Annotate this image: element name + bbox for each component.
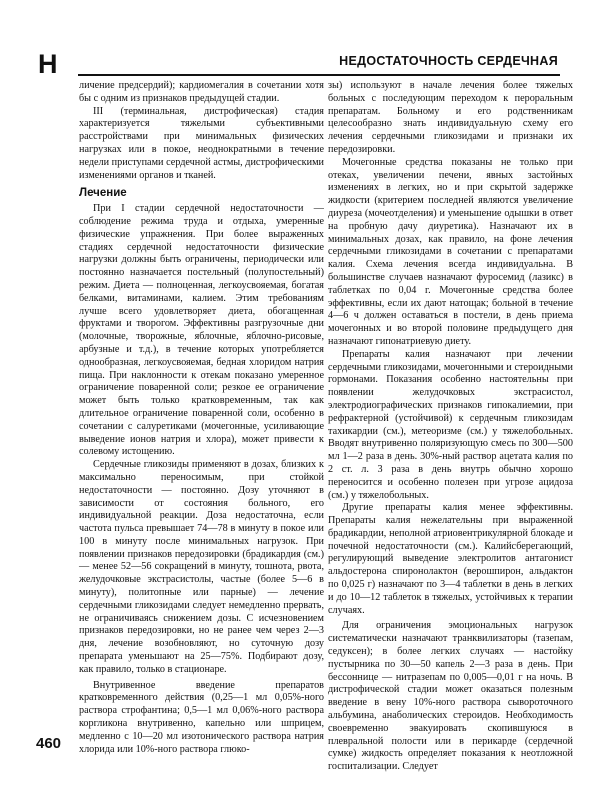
section-heading: Лечение xyxy=(79,187,127,200)
paragraph: Сердечные гликозиды применяют в дозах, близких к максимально переносимым, при стойкой недостаточности — постоянно. Дозу уточняют в зависимости от состояния больного, его индивидуальной реакции. Доза недостаточна, если частота пульса превышает 74—78 в минуту в покое или 100 в минуту после минимальных нагрузок. При появлении признаков передозировки (брадикардия (см.) — менее 52—56 сокращений в минуту, тошнота, рвота, желудочковые экстрасистолы, частые (более 5—6 в минуту), политопные или парные) — лечение сердечными гликозидами следует немедленно прервать, не ограничиваясь снижением дозы. С исчезновением признаков передозировки, но не ранее чем через 2—3 дня, лечение возобновляют, но суточную дозу препарата уменьшают на 25—75%. Подбирают дозу, как правило, только в стационаре. xyxy=(79,459,324,675)
paragraph: Для ограничения эмоциональных нагрузок систематически назначают транквилизаторы (тазепам, седуксен); в более легких случаях — настойку пустырника по 30—50 капель 2—3 раза в день. При бессоннице — нитразепам по 0,005—0,01 г на ночь. В дистрофической стадии может оказаться полезным введение в вену 10%-ного раствора сывороточного альбумина, анаболических стероидов. Необходимость своевременно эвакуировать скопившуюся в плевральной полости или в перикарде (сердечной сумке) жидкость определяет показания к неотложной госпитализации. Следует xyxy=(328,620,573,773)
paragraph: зы) используют в начале лечения более тяжелых больных с последующим переходом к пероральным препаратам. Больному и его родственникам целесообразно знать индивидуальную схему его лечения сердечными гликозидами и признаки их передозировки. xyxy=(328,80,573,155)
paragraph: Внутривенное введение препаратов кратковременного действия (0,25—1 мл 0,05%-ного раствора строфантина; 0,5—1 мл 0,06%-ного раствора коргликона внутривенно, капельно или шприцем, медленно с 10—20 мл изотонического раствора натрия хлорида или 10%-ного раствора глюко- xyxy=(79,679,324,755)
paragraph: Мочегонные средства показаны не только при отеках, увеличении печени, явных застойных изменениях в легких, но и при скрытой задержке жидкости (критерием последней являются увеличение диуреза (мочеотделения) и уменьшение одышки в ответ на пробную дачу диуретика). Назначают их в минимальных дозах, как правило, на фоне лечения сердечными гликозидами в сочетании с препаратами калия. Схема лечения всегда индивидуальна. В большинстве случаев назначают фуросемид (лазикс) в таблетках по 0,04 г. Мочегонные средства более эффективны, если их дают натощак; больной в течение 4—6 ч должен оставаться в постели, в день приема мочегонных и во второй половине предыдущего дня назначают гипонатриевую диету. xyxy=(328,156,573,347)
paragraph: III (терминальная, дистрофическая) стадия характеризуется тяжелыми субъективными расстройствами при минимальных физических нагрузках или в покое, неоднократными в течение недели приступами сердечной астмы, дистрофическими изменениями органов и тканей. xyxy=(79,105,324,181)
right-column xyxy=(328,80,573,774)
paragraph: личение предсердий); кардиомегалия в сочетании хотя бы с одним из признаков предыдущей стадии. xyxy=(79,80,324,104)
paragraph: Препараты калия назначают при лечении сердечными гликозидами, мочегонными и стероидными гормонами. Показания особенно настоятельны при появлении желудочковых экстрасистол, электродиографических признаков гипокалиемии, при рефрактерной (устойчивой) к сердечным гликозидам тахикардии (см.), метеоризме (см.) у тяжелобольных. Вводят внутривенно поляризующую смесь по 300—500 мл 1—2 раза в день. 30%-ный раствор ацетата калия по 2 ст. л. 3 раза в день внутрь обычно хорошо переносится и особенно полезен при угрозе ацидоза (см.) у тяжелобольных. xyxy=(328,348,573,501)
page-number: 460 xyxy=(36,735,62,752)
paragraph: Другие препараты калия менее эффективны. Препараты калия нежелательны при выраженной брадикардии, неполной атриовентрикулярной блокаде и почечной недостаточности (см.). Калийсберегающий, регулирующий выведение электролитов антагонист альдостерона спиронолактон (верошпирон, альдактон по 0,025 г) назначают по 3—4 таблетки в день в легких и до 10—12 таблеток в тяжелых, устойчивых к терапии случаях. xyxy=(328,502,573,616)
dictionary-letter: Н xyxy=(38,49,58,79)
paragraph: При I стадии сердечной недостаточности — соблюдение режима труда и отдыха, умеренные физические упражнения. При более выраженных стадиях сердечной недостаточности физические нагрузки должны быть ограничены, периодически или постоянно назначается постельный (полупостельный) режим. Диета — полноценная, легкоусвояемая, богатая белками, витаминами, калием. Этим требованиям лучше всего удовлетворяет диета, обогащенная фруктами и творогом. Эффективны разгрузочные дни (молочные, творожные, яблочные, яблочно-рисовые, арбузные и т.д.), в течение которых употребляется однообразная, легкоусвояемая, бедная хлоридом натрия пища. При наклонности к отекам показано умеренное ограничение поваренной соли; резкое ее ограничение может быть только кратковременным, так как длительное ограничение поваренной соли, особенно в сочетании с салуретиками (мочегонные, усиливающие выведение ионов натрия и хлора), может привести к солевому истощению. xyxy=(79,203,324,458)
page-title: НЕДОСТАТОЧНОСТЬ СЕРДЕЧНАЯ xyxy=(339,54,558,68)
left-column xyxy=(79,80,324,756)
header-divider xyxy=(78,74,560,76)
